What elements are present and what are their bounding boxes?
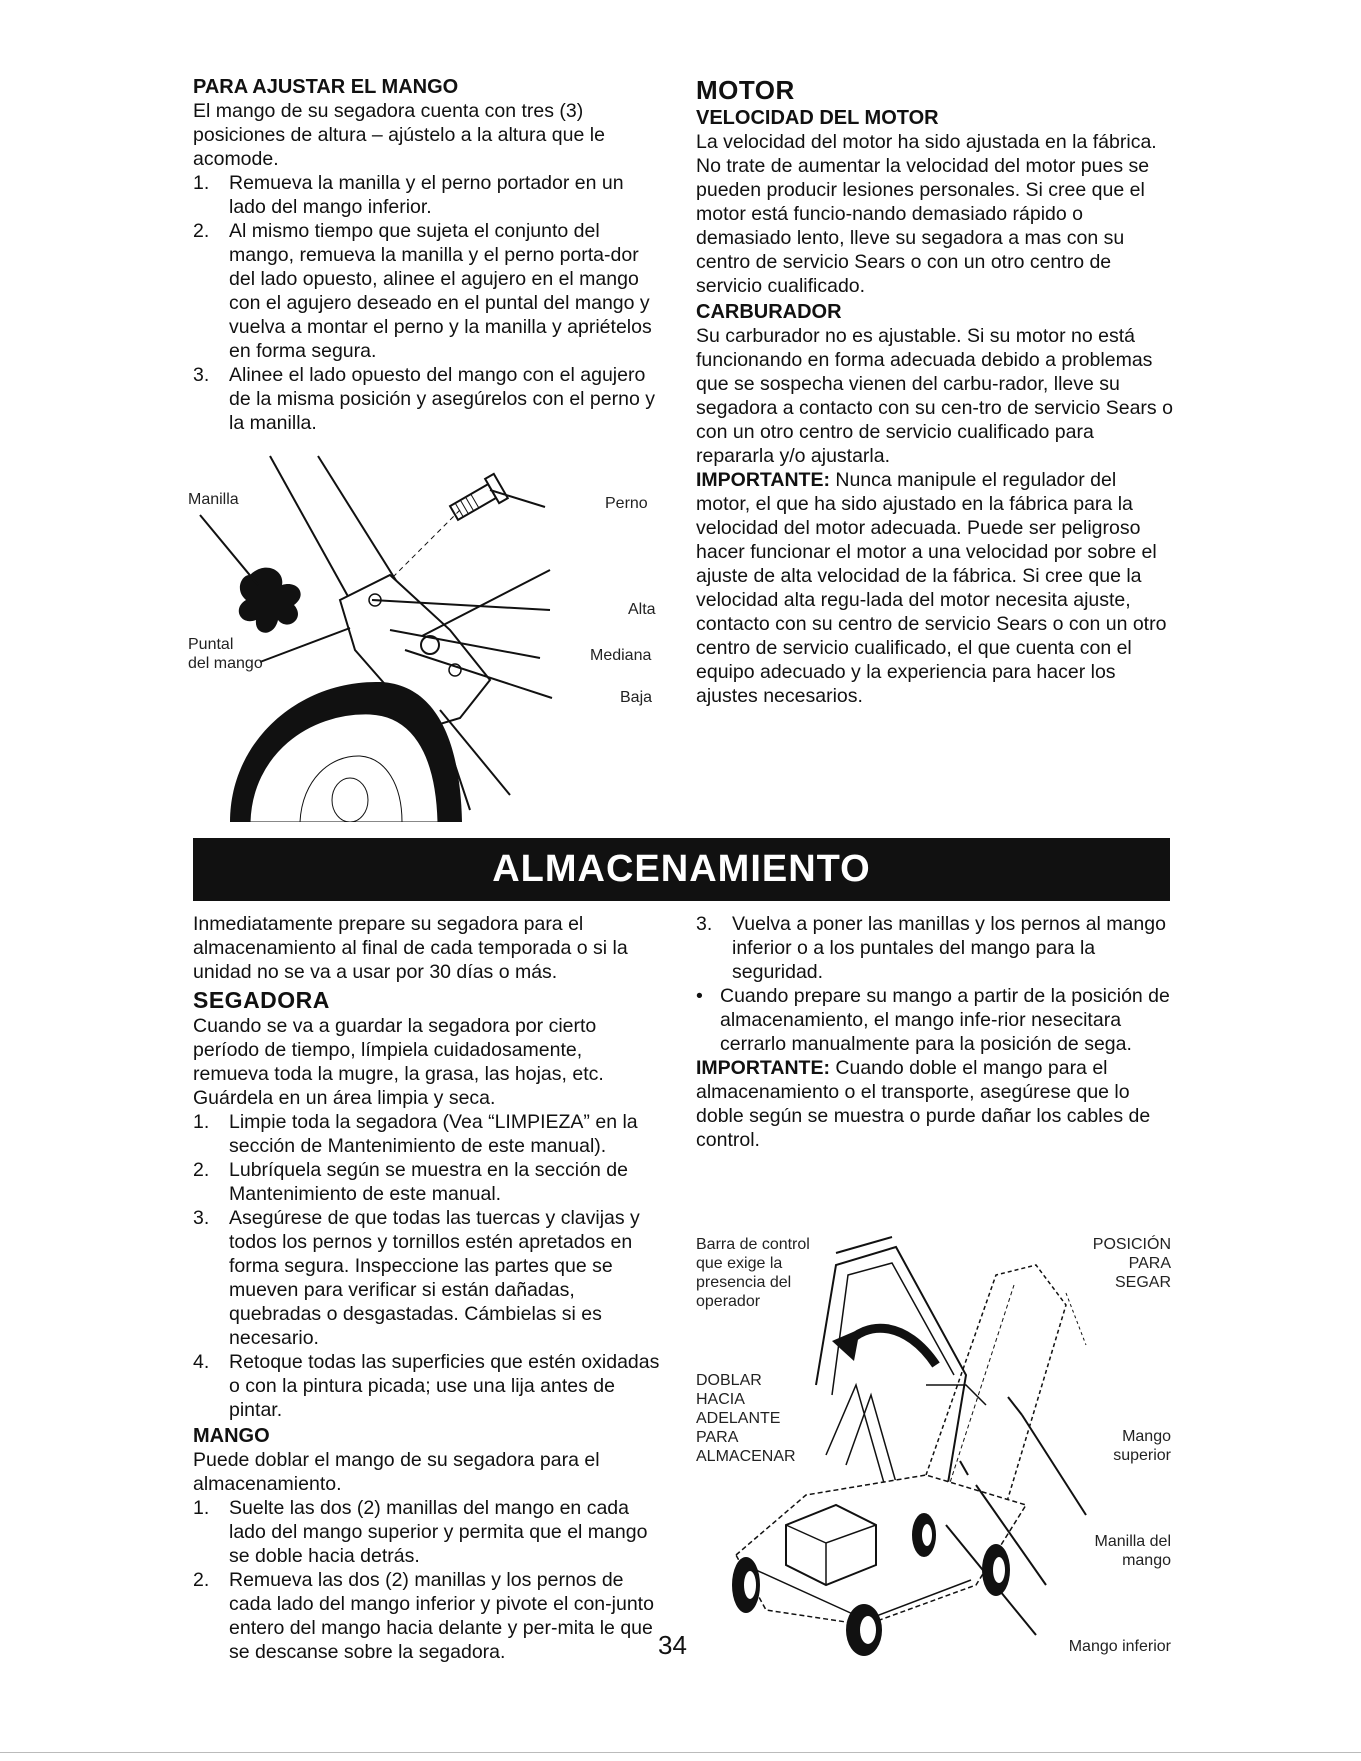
step-number: 1. — [193, 1111, 210, 1133]
mower-steps — [193, 1110, 663, 1422]
step-number: 1. — [193, 1497, 210, 1519]
label-mow-position-3: SEGAR — [1114, 1274, 1171, 1291]
label-fold-4: PARA — [696, 1429, 739, 1446]
step-number: 2. — [193, 1569, 210, 1591]
label-alta: Alta — [628, 601, 656, 618]
motor-speed-heading: VELOCIDAD DEL MOTOR — [696, 107, 939, 129]
bullet-marker: • — [696, 985, 703, 1007]
page-number: 34 — [658, 1630, 687, 1660]
label-control-bar-3: presencia del — [696, 1274, 792, 1291]
step-number: 3. — [193, 1207, 210, 1229]
step-text: Remueva la manilla y el perno portador en un lado del mango inferior. — [229, 172, 624, 218]
step-text: Alinee el lado opuesto del mango con el agujero de la misma posición y asegúrelos con el perno y la manilla. — [229, 364, 655, 434]
label-mediana: Mediana — [590, 647, 652, 664]
storage-left-column — [193, 912, 663, 1664]
label-lower-handle: Mango inferior — [1068, 1638, 1171, 1655]
step-text: Vuelva a poner las manillas y los pernos al mango inferior o a los puntales del mango para la seguridad. — [732, 913, 1166, 983]
label-control-bar-4: operador — [696, 1293, 761, 1310]
step-text: Al mismo tiempo que sujeta el conjunto del mango, remueva la manilla y el perno porta-dor del lado opuesto, alinee el agujero en el mango con el agujero deseado en el puntal del mango y vuelva a montar el perno y la manilla y apriételos en forma segura. — [229, 220, 652, 362]
folding-handle-figure — [696, 1225, 1176, 1657]
label-puntal: Puntal — [188, 636, 234, 653]
label-baja: Baja — [620, 689, 653, 706]
label-mow-position-2: PARA — [1128, 1255, 1171, 1272]
storage-right-column — [696, 912, 1174, 1152]
important-text: Nunca manipule el regulador del motor, el que ha sido ajustado en la fábrica para la velocidad del motor adecuada. Puede ser peligroso hacer funcionar el motor a una velocidad por sobre el ajuste de alta velocidad de la fábrica. Si cree que la velocidad alta regu-lada del motor necesita ajuste, contacto con su centro de servicio Sears o con un otro centro de servicio cualificado, el que cuenta con el equipo adecuado y la experiencia para hacer los ajustes necesarios. — [696, 469, 1167, 707]
list-item — [193, 1496, 663, 1568]
list-item — [193, 363, 661, 435]
list-item — [193, 171, 661, 219]
handle-steps-continued — [696, 912, 1174, 984]
list-item — [193, 1206, 663, 1350]
section-banner — [193, 838, 1170, 901]
step-number: 3. — [696, 913, 713, 935]
handle-height-illustration — [190, 450, 670, 822]
label-fold-1: DOBLAR — [696, 1372, 762, 1389]
label-perno: Perno — [605, 495, 648, 512]
label-del-mango: del mango — [188, 655, 263, 672]
handle-bullets — [696, 984, 1174, 1056]
important-note — [696, 468, 1174, 708]
handle-height-figure — [190, 450, 670, 822]
label-mow-position-1: POSICIÓN — [1092, 1236, 1171, 1253]
list-item — [696, 984, 1174, 1056]
list-item — [193, 1158, 663, 1206]
list-item — [193, 1568, 663, 1664]
mower-text: Cuando se va a guardar la segadora por cierto período de tiempo, límpiela cuidadosamente, remueva toda la mugre, la grasa, las hojas, etc. Guárdela en un área limpia y seca. — [193, 1015, 604, 1109]
list-item — [193, 1110, 663, 1158]
mower-heading: SEGADORA — [193, 987, 330, 1013]
step-text: Suelte las dos (2) manillas del mango en cada lado del mango superior y permita que el mango se doble hacia detrás. — [229, 1497, 648, 1567]
label-fold-3: ADELANTE — [696, 1410, 781, 1427]
adjust-handle-heading: PARA AJUSTAR EL MANGO — [193, 76, 459, 98]
label-upper-handle-2: superior — [1113, 1447, 1171, 1464]
section-banner-title: ALMACENAMIENTO — [492, 848, 871, 890]
list-item — [193, 219, 661, 363]
label-manilla: Manilla — [188, 491, 239, 508]
important-label: IMPORTANTE: — [696, 1057, 830, 1079]
motor-section — [696, 74, 1174, 708]
adjust-handle-section — [193, 75, 661, 435]
step-text: Retoque todas las superficies que estén oxidadas o con la pintura picada; use una lija antes de pintar. — [229, 1351, 660, 1421]
carburetor-text: Su carburador no es ajustable. Si su motor no está funcionando en forma adecuada debido a problemas que se sospecha vienen del carbu-rador, lleve su segadora a contacto con su cen-tro de servicio Sears o con un otro centro de servicio cualificado para repararla y/o ajustarla. — [696, 325, 1173, 467]
label-handle-knob-1: Manilla del — [1094, 1533, 1171, 1550]
important-text: Cuando doble el mango para el almacenamiento o el transporte, asegúrese que lo doble según se muestra o purde dañar los cables de control. — [696, 1057, 1151, 1151]
adjust-handle-intro: El mango de su segadora cuenta con tres (3) posiciones de altura – ajústelo a la altura que le acomode. — [193, 100, 605, 170]
carburetor-heading: CARBURADOR — [696, 301, 842, 323]
label-control-bar-2: que exige la — [696, 1255, 783, 1272]
list-item — [193, 1350, 663, 1422]
step-number: 4. — [193, 1351, 210, 1373]
label-handle-knob-2: mango — [1122, 1552, 1171, 1569]
storage-important-note — [696, 1056, 1174, 1152]
label-control-bar-1: Barra de control — [696, 1236, 810, 1253]
handle-heading: MANGO — [193, 1425, 270, 1447]
list-item — [696, 912, 1174, 984]
step-text: Lubríquela según se muestra en la sección de Mantenimiento de este manual. — [229, 1159, 628, 1205]
handle-steps — [193, 1496, 663, 1664]
step-number: 1. — [193, 172, 210, 194]
step-number: 2. — [193, 220, 210, 242]
storage-intro: Inmediatamente prepare su segadora para el almacenamiento al final de cada temporada o si la unidad no se va a usar por 30 días o más. — [193, 913, 628, 983]
step-text: Limpie toda la segadora (Vea “LIMPIEZA” en la sección de Mantenimiento de este manual). — [229, 1111, 638, 1157]
label-fold-5: ALMACENAR — [696, 1448, 796, 1465]
step-text: Remueva las dos (2) manillas y los pernos de cada lado del mango inferior y pivote el con-junto entero del mango hacia delante y per-mita le que se descanse sobre la segadora. — [229, 1569, 654, 1663]
step-number: 3. — [193, 364, 210, 386]
step-text: Asegúrese de que todas las tuercas y clavijas y todos los pernos y tornillos estén apretados en forma segura. Inspeccione las partes que se mueven para verificar si están dañadas, quebradas o desgastadas. Cámbielas si es necesario. — [229, 1207, 640, 1349]
adjust-handle-steps — [193, 171, 661, 435]
label-fold-2: HACIA — [696, 1391, 745, 1408]
motor-heading: MOTOR — [696, 75, 795, 105]
bottom-edge-line — [0, 1752, 1361, 1753]
important-label: IMPORTANTE: — [696, 469, 830, 491]
motor-speed-text: La velocidad del motor ha sido ajustada en la fábrica. No trate de aumentar la velocidad del motor pues se pueden producir lesiones personales. Si cree que el motor está funcio-nando demasiado rápido o demasiado lento, lleve su segadora a mas con su centro de servicio Sears o con un otro centro de servicio cualificado. — [696, 131, 1157, 297]
label-upper-handle-1: Mango — [1122, 1428, 1171, 1445]
step-number: 2. — [193, 1159, 210, 1181]
handle-text: Puede doblar el mango de su segadora para el almacenamiento. — [193, 1449, 600, 1495]
bullet-text: Cuando prepare su mango a partir de la posición de almacenamiento, el mango infe-rior nesecitara cerrarlo manualmente para la posición de sega. — [720, 985, 1170, 1055]
